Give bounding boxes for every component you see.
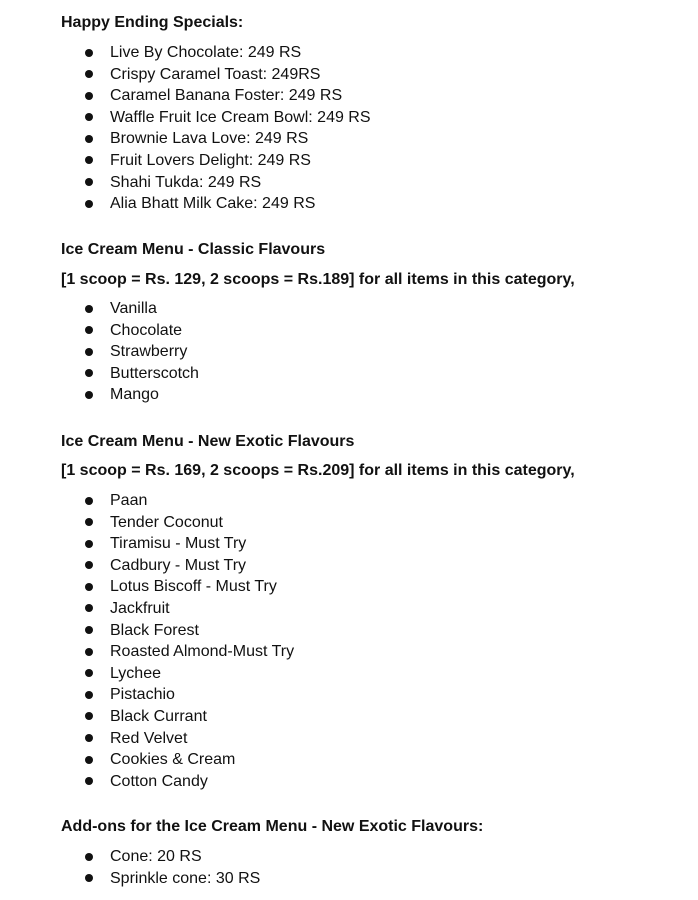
- list-item: Lychee: [0, 663, 294, 685]
- list-item: Live By Chocolate: 249 RS: [0, 42, 371, 64]
- section-title-new-exotic-flavours: Ice Cream Menu - New Exotic Flavours: [61, 433, 355, 450]
- happy-ending-specials-list: [0, 42, 371, 215]
- list-item: Shahi Tukda: 249 RS: [0, 172, 371, 194]
- classic-flavours-pricing: [1 scoop = Rs. 129, 2 scoops = Rs.189] for all items in this category,: [61, 271, 575, 288]
- list-item: Cotton Candy: [0, 771, 294, 793]
- list-item: Tender Coconut: [0, 512, 294, 534]
- list-item: Lotus Biscoff - Must Try: [0, 576, 294, 598]
- list-item: Tiramisu - Must Try: [0, 533, 294, 555]
- add-ons-list: [0, 846, 260, 889]
- section-title-happy-ending-specials: Happy Ending Specials:: [61, 14, 244, 31]
- list-item: Pistachio: [0, 684, 294, 706]
- list-item: Brownie Lava Love: 249 RS: [0, 128, 371, 150]
- list-item: Roasted Almond-Must Try: [0, 641, 294, 663]
- classic-flavours-list: [0, 298, 199, 406]
- new-exotic-flavours-pricing: [1 scoop = Rs. 169, 2 scoops = Rs.209] for all items in this category,: [61, 462, 575, 479]
- list-item: Fruit Lovers Delight: 249 RS: [0, 150, 371, 172]
- list-item: Alia Bhatt Milk Cake: 249 RS: [0, 193, 371, 215]
- list-item: Red Velvet: [0, 728, 294, 750]
- list-item: Black Forest: [0, 620, 294, 642]
- list-item: Jackfruit: [0, 598, 294, 620]
- list-item: Crispy Caramel Toast: 249RS: [0, 64, 371, 86]
- list-item: Waffle Fruit Ice Cream Bowl: 249 RS: [0, 107, 371, 129]
- list-item: Cone: 20 RS: [0, 846, 260, 868]
- section-title-classic-flavours: Ice Cream Menu - Classic Flavours: [61, 241, 326, 258]
- section-title-add-ons: Add-ons for the Ice Cream Menu - New Exotic Flavours:: [61, 818, 484, 835]
- list-item: Caramel Banana Foster: 249 RS: [0, 85, 371, 107]
- list-item: Cadbury - Must Try: [0, 555, 294, 577]
- list-item: Butterscotch: [0, 363, 199, 385]
- list-item: Paan: [0, 490, 294, 512]
- list-item: Cookies & Cream: [0, 749, 294, 771]
- list-item: Vanilla: [0, 298, 199, 320]
- list-item: Strawberry: [0, 341, 199, 363]
- new-exotic-flavours-list: [0, 490, 294, 792]
- list-item: Sprinkle cone: 30 RS: [0, 868, 260, 890]
- list-item: Black Currant: [0, 706, 294, 728]
- list-item: Mango: [0, 384, 199, 406]
- list-item: Chocolate: [0, 320, 199, 342]
